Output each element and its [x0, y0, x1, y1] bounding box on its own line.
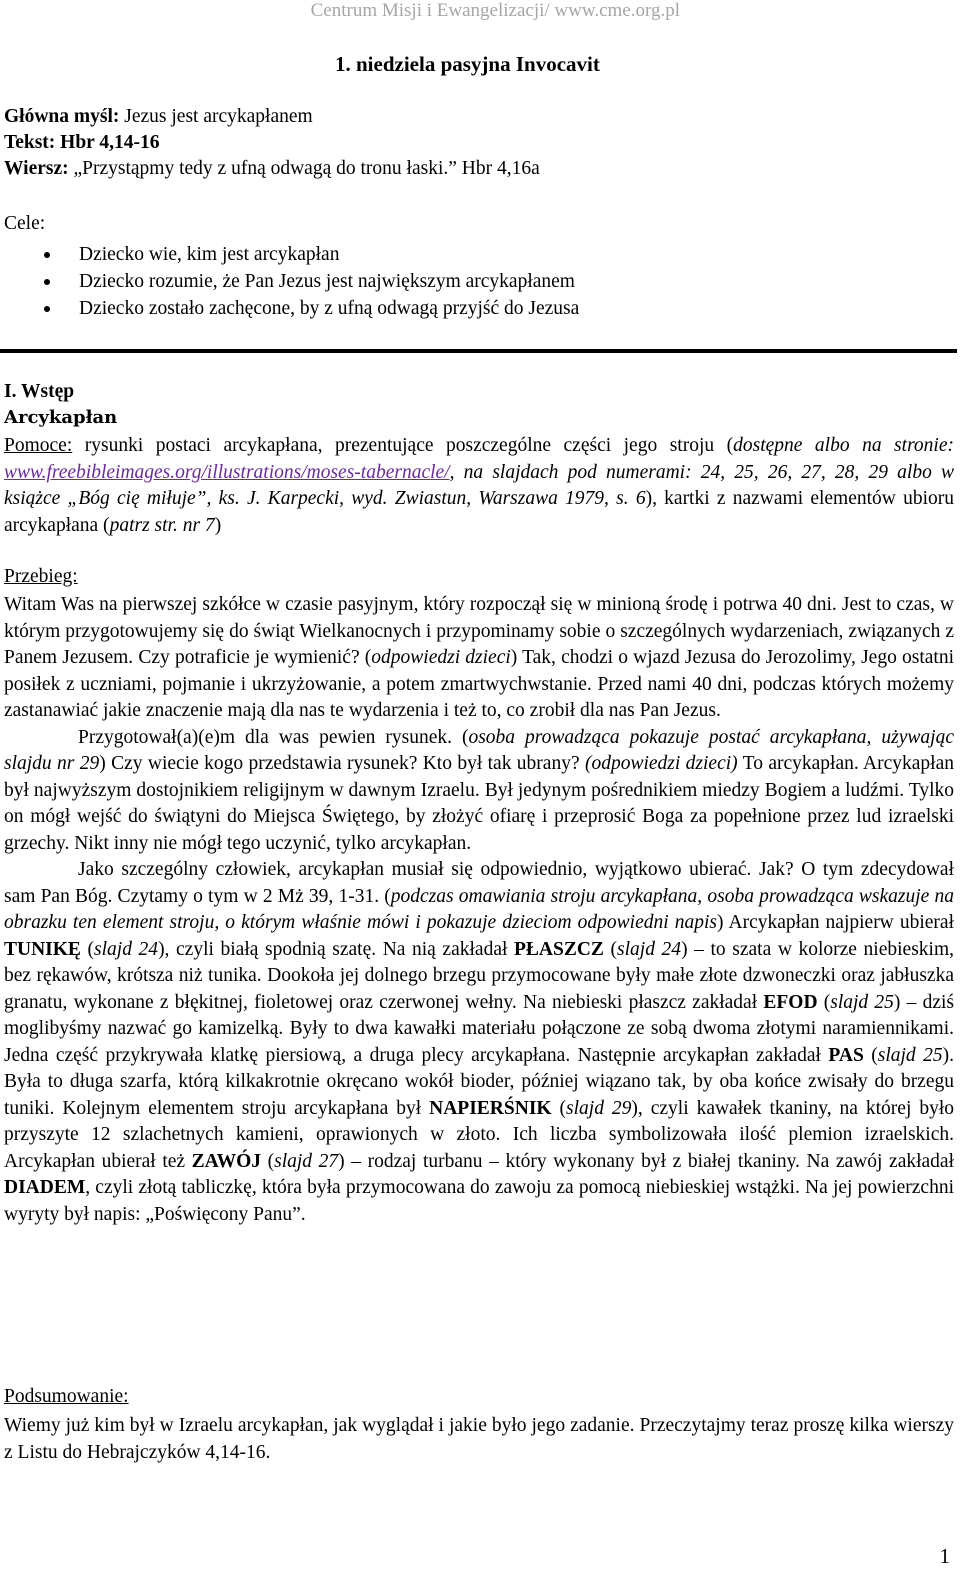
course-body [4, 592, 954, 1228]
course-paragraph: Witam Was na pierwszej szkółce w czasie pasyjnym, który rozpoczął się w minioną środę i potrwa 40 dni. Jest to czas, w którym przygotowujemy się do świąt Wielkanocnych i przypominamy sobie o szczególnych wydarzeniach, związanych z Panem Jezusem. Czy potraficie je wymienić? (odpowiedzi dzieci) Tak, chodzi o wjazd Jezusa do Jerozolimy, Jego ostatni posiłek z uczniami, pojmanie i ukrzyżowanie, a potem zmartwychwstanie. Przed nami 40 dni, podczas których możemy zastanawiać jakie znaczenie mają dla nas te wydarzenia i też to, co zrobił dla nas Pan Jezus. [4, 594, 954, 721]
divider [0, 349, 957, 353]
bullet-icon [44, 252, 50, 258]
aids-label: Pomoce: [4, 435, 73, 456]
section-number: I. Wstęp [4, 381, 75, 402]
aids-paragraph: Pomoce: rysunki postaci arcykapłana, prezentujące poszczególne części jego stroju (dostępne albo na stronie: www.freebibleimages.org/illustrations/moses-tabernacle/, na slajdach pod numerami: 24, 25, 26, 27, 28, 29 albo w książce „Bóg cię miłuje”, ks. J. Karpecki, wyd. Zwiastun, Warszawa 1979, s. 6), kartki z nazwami elementów ubioru arcykapłana (patrz str. nr 7) [4, 435, 955, 536]
verse-value: „Przystąpmy tedy z ufną odwagą do tronu łaski.” Hbr 4,16a [68, 158, 540, 179]
goal-item: Dziecko zostało zachęcone, by z ufną odwagą przyjść do Jezusa [0, 295, 579, 322]
goals-label: Cele: [4, 213, 46, 234]
course-paragraph: Przygotował(a)(e)m dla was pewien rysunek. (osoba prowadząca pokazuje postać arcykapłana, używając slajdu nr 29) Czy wiecie kogo przedstawia rysunek? Kto był tak ubrany? (odpowiedzi dzieci) To arcykapłan. Arcykapłan był najwyższym dostojnikiem religijnym w dawnym Izraelu. Był jedynym pośrednikiem miedzy Bogiem a ludźmi. Tylko on mógł wejść do świątyni do Miejsca Świętego, by złożyć ofiarę i przeprosić Boga za popełnione przez lud izraelski grzechy. Nikt inny nie mógł tego uczynić, tylko arcykapłan. [4, 726, 954, 854]
course-label: Przebieg: [4, 566, 78, 587]
text-ref [4, 132, 159, 154]
summary-label: Podsumowanie: [4, 1386, 129, 1407]
main-thought-label: Główna myśl: [4, 106, 120, 127]
goals-list [0, 241, 579, 322]
text-label: Tekst: [4, 132, 56, 153]
page-header: Centrum Misji i Ewangelizacji/ www.cme.org.pl [310, 0, 680, 21]
summary-paragraph: Wiemy już kim był w Izraelu arcykapłan, jak wyglądał i jakie było jego zadanie. Przeczytajmy teraz proszę kilka wierszy z Listu do Hebrajczyków 4,14-16. [4, 1415, 954, 1463]
freebibleimages-link[interactable]: www.freebibleimages.org/illustrations/moses-tabernacle/ [4, 461, 450, 483]
section-title: Arcykapłan [4, 407, 118, 428]
goal-item: Dziecko rozumie, że Pan Jezus jest największym arcykapłanem [0, 268, 579, 295]
page-number: 1 [939, 1544, 950, 1568]
page-title: 1. niedziela pasyjna Invocavit [335, 52, 600, 76]
main-thought-value: Jezus jest arcykapłanem [119, 106, 313, 127]
text-value: Hbr 4,14-16 [55, 132, 160, 153]
goal-item: Dziecko wie, kim jest arcykapłan [0, 241, 579, 268]
verse-label: Wiersz: [4, 158, 69, 179]
bullet-icon [44, 306, 50, 312]
main-thought [4, 106, 313, 128]
verse [4, 158, 540, 180]
bullet-icon [44, 279, 50, 285]
course-paragraph: Jako szczególny człowiek, arcykapłan musiał się odpowiednio, wyjątkowo ubierać. Jak? O tym zdecydował sam Pan Bóg. Czytamy o tym w 2 Mż 39, 1-31. (podczas omawiania stroju arcykapłana, osoba prowadząca wskazuje na obrazku ten element stroju, o którym właśnie mówi i pokazuje dzieciom odpowiedni napis) Arcykapłan najpierw ubierał TUNIKĘ (slajd 24), czyli białą spodnią szatę. Na nią zakładał PŁASZCZ (slajd 24) – to szata w kolorze niebieskim, bez rękawów, krótsza niż tunika. Dookoła jej dolnego brzegu przymocowane były małe złote dzwoneczki oraz jabłuszka granatu, wykonane z błękitnej, fioletowej oraz czerwonej wełny. Na niebieski płaszcz zakładał EFOD (slajd 25) – dziś moglibyśmy nazwać go kamizelką. Były to dwa kawałki materiału połączone ze sobą dwoma złotymi naramiennikami. Jedna część przykrywała klatkę piersiową, a druga plecy arcykapłana. Następnie arcykapłan zakładał PAS (slajd 25). Była to długa szarfa, którą kilkakrotnie okręcano wokół bioder, później wiązano tak, by oba końce zwisały do brzegu tuniki. Kolejnym elementem stroju arcykapłana był NAPIERŚNIK (slajd 29), czyli kawałek tkaniny, na której było przyszyte 12 szlachetnych kamieni, oprawionych w złoto. Ich liczba symbolizowała ilość plemion izraelskich. Arcykapłan ubierał też ZAWÓJ (slajd 27) – rodzaj turbanu – który wykonany był z białej tkaniny. Na zawój zakładał DIADEM, czyli złotą tabliczkę, która była przymocowana do zawoju za pomocą niebieskiej wstążki. Na jej powierzchni wyryty był napis: „Poświęcony Panu”. [4, 859, 955, 1225]
